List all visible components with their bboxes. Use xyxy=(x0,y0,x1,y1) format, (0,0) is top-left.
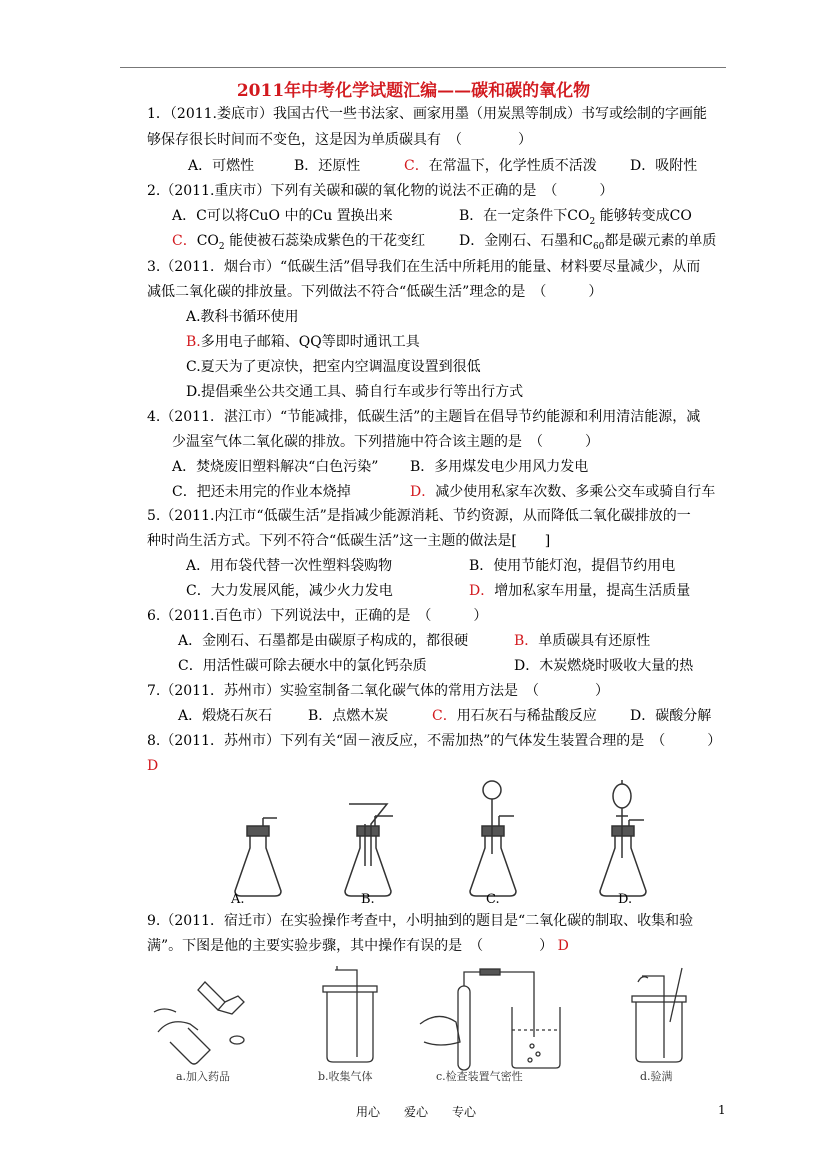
q7-option-b: B．点燃木炭 xyxy=(308,708,389,724)
q3-line2: 减低二氧化碳的排放量。下列做法不符合“低碳生活”理念的是 （ ） xyxy=(147,284,603,300)
q8-line1: 8.（2011．苏州市）下列有关“固－液反应，不需加热”的气体发生装置合理的是 （ ） xyxy=(147,733,722,749)
flask-c xyxy=(470,781,516,896)
q2-option-d-post: 都是碳元素的单质 xyxy=(604,233,717,249)
flask-b xyxy=(345,804,393,896)
q3-option-a: A.教科书循环使用 xyxy=(186,309,299,325)
q6-line1: 6.（2011.百色市）下列说法中，正确的是 （ ） xyxy=(147,608,488,624)
q4-line1: 4.（2011．湛江市）“节能减排，低碳生活”的主题旨在倡导节约能源和利用清洁能源，减 xyxy=(147,409,701,425)
q4-answer-letter: D． xyxy=(410,484,436,500)
q2-option-d xyxy=(459,231,716,257)
q8-label-c: C. xyxy=(486,892,500,906)
q9-line1: 9.（2011．宿迁市）在实验操作考查中，小明抽到的题目是“二氧化碳的制取、收集和验 xyxy=(147,913,694,929)
q8-label-a: A. xyxy=(231,892,245,906)
q5-option-b: B．使用节能灯泡，提倡节约用电 xyxy=(469,558,676,574)
step-d-drawing xyxy=(632,968,686,1062)
q2-option-b-pre: B．在一定条件下CO xyxy=(459,208,590,224)
q7-line1: 7.（2011．苏州市）实验室制备二氧化碳气体的常用方法是 （ ） xyxy=(147,683,609,699)
q2-option-b-sub: 2 xyxy=(589,216,596,227)
flask-a xyxy=(235,818,281,896)
q1-answer-letter: C． xyxy=(404,158,429,174)
q6-option-a: A．金刚石、石墨都是由碳原子构成的，都很硬 xyxy=(178,633,469,649)
q7-option-a: A．煅烧石灰石 xyxy=(178,708,273,724)
q2-option-a: A．C可以将CuO 中的Cu 置换出来 xyxy=(172,208,393,224)
q2-option-c-post: 能使被石蕊染成紫色的干花变红 xyxy=(224,233,426,249)
q9-caption-b: b.收集气体 xyxy=(318,1070,373,1083)
q9-line2-text: 满”。下图是他的主要实验步骤，其中操作有误的是 （ ） xyxy=(147,938,554,954)
flask-d xyxy=(600,780,646,896)
q9-caption-d: d.验满 xyxy=(640,1070,673,1083)
q4-option-c: C．把还未用完的作业本烧掉 xyxy=(172,484,351,500)
q5-answer-letter: D． xyxy=(469,583,495,599)
q6-option-d: D．木炭燃烧时吸收大量的热 xyxy=(514,658,694,674)
q4-option-a: A．焚烧废旧塑料解决“白色污染” xyxy=(172,459,379,475)
q1-option-c-text: 在常温下，化学性质不活泼 xyxy=(428,158,597,174)
q2-option-b-post: 能够转变成CO xyxy=(595,208,692,224)
q1-option-c xyxy=(404,156,597,176)
q4-line2: 少温室气体二氧化碳的排放。下列措施中符合该主题的是 （ ） xyxy=(172,434,599,450)
step-c-drawing xyxy=(420,969,560,1070)
q2-option-d-pre: D．金刚石、石墨和C xyxy=(459,233,593,249)
q9-line2 xyxy=(147,936,569,956)
q4-option-d xyxy=(410,482,715,502)
q3-option-c: C.夏天为了更凉快，把室内空调温度设置到很低 xyxy=(186,359,481,375)
q7-option-c-text: 用石灰石与稀盐酸反应 xyxy=(456,708,597,724)
q7-option-c xyxy=(432,706,597,726)
q6-option-c: C．用活性碳可除去硬水中的氯化钙杂质 xyxy=(178,658,427,674)
q3-option-b-text: 多用电子邮箱、QQ等即时通讯工具 xyxy=(200,334,420,350)
q8-label-b: B. xyxy=(361,892,375,906)
q1-option-a: A．可燃性 xyxy=(188,158,255,174)
q9-answer: D xyxy=(557,938,569,954)
q3-line1: 3.（2011．烟台市）“低碳生活”倡导我们在生活中所耗用的能量、材料要尽量减少，从而 xyxy=(147,259,701,275)
q1-option-d: D．吸附性 xyxy=(630,158,698,174)
q6-option-b xyxy=(514,631,650,651)
step-a-drawing xyxy=(154,982,244,1064)
q4-option-b: B．多用煤发电少用风力发电 xyxy=(410,459,589,475)
q5-line1: 5.（2011.内江市“低碳生活”是指减少能源消耗、节约资源，从而降低二氧化碳排放的一 xyxy=(147,508,691,524)
q2-answer-letter: C． xyxy=(172,233,197,249)
q8-label-d: D. xyxy=(618,892,633,906)
page-title: 2011年中考化学试题汇编——碳和碳的氧化物 xyxy=(236,81,591,101)
q2-option-b xyxy=(459,206,692,232)
q5-option-d xyxy=(469,581,690,601)
q8-apparatus-figure xyxy=(213,776,663,906)
q2-option-c-sub: 2 xyxy=(218,241,225,252)
q7-answer-letter: C． xyxy=(432,708,457,724)
q8-answer: D xyxy=(147,758,159,774)
step-b-drawing xyxy=(323,966,377,1062)
q5-line2: 种时尚生活方式。下列不符合“低碳生活”这一主题的做法是[ ] xyxy=(147,533,551,549)
q7-option-d: D．碳酸分解 xyxy=(630,708,712,724)
q4-option-d-text: 减少使用私家车次数、多乘公交车或骑自行车 xyxy=(435,484,716,500)
q3-option-b xyxy=(186,332,420,352)
header-rule xyxy=(120,67,726,68)
q1-line1: 1．（2011.娄底市）我国古代一些书法家、画家用墨（用炭黑等制成）书写或绘制的字画能 xyxy=(147,106,707,122)
q1-line2: 够保存很长时间而不变色，这是因为单质碳具有 （ ） xyxy=(147,132,532,148)
q5-option-c: C．大力发展风能，减少火力发电 xyxy=(186,583,393,599)
q3-option-d: D.提倡乘坐公共交通工具、骑自行车或步行等出行方式 xyxy=(186,384,524,400)
q9-steps-figure xyxy=(150,962,695,1087)
q6-answer-letter: B． xyxy=(514,633,539,649)
q9-caption-c: c.检查装置气密性 xyxy=(436,1070,523,1083)
page-number: 1 xyxy=(718,1103,726,1117)
q1-option-b: B．还原性 xyxy=(294,158,361,174)
q2-option-d-sub: 60 xyxy=(592,241,605,252)
q5-option-a: A．用布袋代替一次性塑料袋购物 xyxy=(186,558,393,574)
q2-line1: 2.（2011.重庆市）下列有关碳和碳的氧化物的说法不正确的是 （ ） xyxy=(147,183,614,199)
q2-option-c-pre: CO xyxy=(196,233,219,249)
q5-option-d-text: 增加私家车用量，提高生活质量 xyxy=(494,583,691,599)
footer-motto: 用心 爱心 专心 xyxy=(356,1105,477,1119)
q6-option-b-text: 单质碳具有还原性 xyxy=(538,633,651,649)
q2-option-c xyxy=(172,231,425,257)
q9-caption-a: a.加入药品 xyxy=(176,1070,231,1083)
q3-answer-letter: B. xyxy=(186,334,201,350)
